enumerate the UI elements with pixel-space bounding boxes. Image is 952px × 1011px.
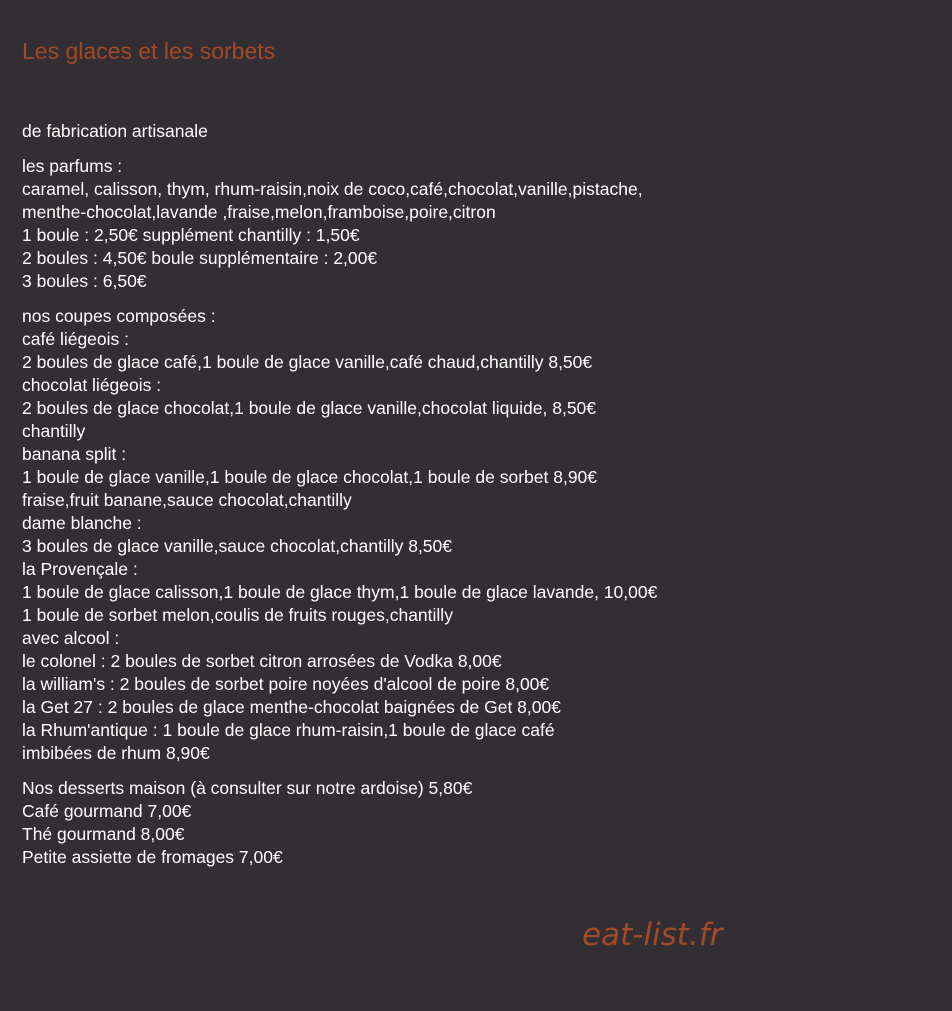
parfums-list-line: caramel, calisson, thym, rhum-raisin,noix de coco,café,chocolat,vanille,pistache, (22, 179, 643, 199)
coupes-line: 1 boule de sorbet melon,coulis de fruits rouges,chantilly (22, 605, 453, 625)
coupes-line: la Rhum'antique : 1 boule de glace rhum-raisin,1 boule de glace café (22, 720, 555, 740)
coupes-line: 2 boules de glace chocolat,1 boule de glace vanille,chocolat liquide, 8,50€ (22, 398, 597, 418)
coupes-line: café liégeois : (22, 329, 130, 349)
parfums-price-line: 1 boule : 2,50€ supplément chantilly : 1,50€ (22, 225, 360, 245)
parfums-list-line: menthe-chocolat,lavande ,fraise,melon,framboise,poire,citron (22, 202, 496, 222)
coupes-line: imbibées de rhum 8,90€ (22, 743, 210, 763)
desserts-section (22, 777, 922, 869)
coupes-line: la Get 27 : 2 boules de glace menthe-chocolat baignées de Get 8,00€ (22, 697, 561, 717)
coupes-line: banana split : (22, 444, 127, 464)
section-gap (22, 143, 922, 155)
site-watermark: eat-list.fr (582, 917, 723, 953)
parfums-heading: les parfums : (22, 156, 123, 176)
parfums-section (22, 155, 922, 293)
menu-body (22, 120, 922, 869)
coupes-line: chantilly (22, 421, 86, 441)
coupes-line: 1 boule de glace calisson,1 boule de glace thym,1 boule de glace lavande, 10,00€ (22, 582, 658, 602)
section-gap (22, 293, 922, 305)
coupes-section (22, 305, 922, 765)
parfums-price-line: 2 boules : 4,50€ boule supplémentaire : 2,00€ (22, 248, 378, 268)
coupes-line: avec alcool : (22, 628, 120, 648)
page-title: Les glaces et les sorbets (22, 38, 276, 64)
menu-subtitle: de fabrication artisanale (22, 121, 208, 141)
coupes-line: le colonel : 2 boules de sorbet citron arrosées de Vodka 8,00€ (22, 651, 502, 671)
coupes-line: la william's : 2 boules de sorbet poire noyées d'alcool de poire 8,00€ (22, 674, 550, 694)
coupes-line: la Provençale : (22, 559, 138, 579)
coupes-line: dame blanche : (22, 513, 142, 533)
coupes-line: fraise,fruit banane,sauce chocolat,chantilly (22, 490, 352, 510)
coupes-line: 1 boule de glace vanille,1 boule de glace chocolat,1 boule de sorbet 8,90€ (22, 467, 598, 487)
coupes-line: chocolat liégeois : (22, 375, 162, 395)
coupes-line: 2 boules de glace café,1 boule de glace vanille,café chaud,chantilly 8,50€ (22, 352, 593, 372)
desserts-line: Café gourmand 7,00€ (22, 801, 192, 821)
section-gap (22, 765, 922, 777)
desserts-line: Nos desserts maison (à consulter sur notre ardoise) 5,80€ (22, 778, 473, 798)
desserts-line: Petite assiette de fromages 7,00€ (22, 847, 283, 867)
coupes-heading: nos coupes composées : (22, 306, 216, 326)
coupes-line: 3 boules de glace vanille,sauce chocolat,chantilly 8,50€ (22, 536, 453, 556)
desserts-line: Thé gourmand 8,00€ (22, 824, 185, 844)
parfums-price-line: 3 boules : 6,50€ (22, 271, 147, 291)
